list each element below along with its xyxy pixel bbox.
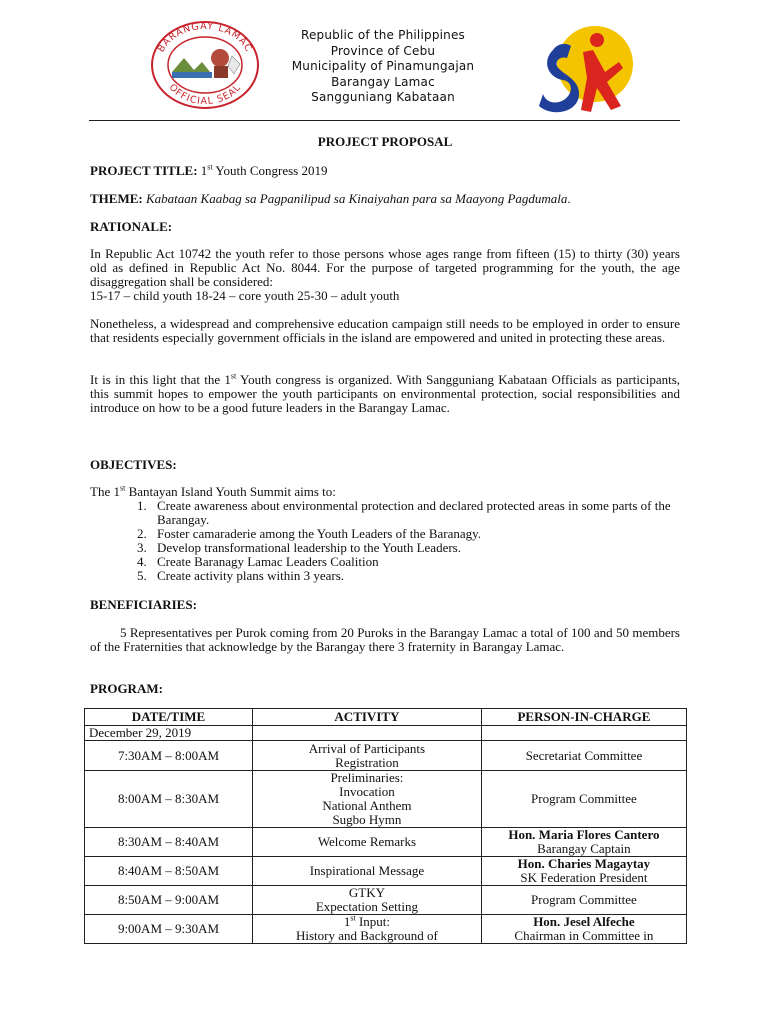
table-row: [85, 857, 687, 886]
list-item: [90, 499, 680, 527]
table-row: [85, 741, 687, 771]
activity-line: Sugbo Hymn: [332, 812, 402, 827]
rationale-paragraph-2: Nonetheless, a widespread and comprehensive education campaign still needs to be employed in order to ensure that residents especially government officials in the island are empowered and united in protecting these areas.: [90, 316, 680, 345]
table-row: [85, 915, 687, 944]
activity-cell: [253, 741, 482, 771]
objectives-intro-rest: Bantayan Island Youth Summit aims to:: [125, 484, 336, 499]
person-name: Hon. Charies Magaytay: [517, 856, 651, 871]
header-line: Municipality of Pinamungajan: [291, 59, 475, 73]
person-role: Chairman in Committee in: [514, 928, 654, 943]
beneficiaries-paragraph: 5 Representatives per Purok coming from 20 Puroks in the Barangay Lamac a total of 100 and 50 members of the Fraternities that acknowledge by the Barangay there 3 fraternity in Barangay Lamac.: [90, 625, 680, 654]
table-row: [85, 828, 687, 857]
seal-text-bottom: OFFICIAL SEAL: [166, 82, 244, 108]
project-title-sup: st: [207, 162, 213, 172]
activity-line: History and Background of: [295, 928, 438, 943]
person-name: Hon. Maria Flores Cantero: [508, 827, 660, 842]
sk-logo-icon: [535, 22, 635, 122]
header-line: Barangay Lamac: [331, 74, 435, 89]
person-cell: Secretariat Committee: [481, 741, 686, 771]
activity-rest: Input:: [355, 914, 390, 929]
table-header-row: [85, 709, 687, 726]
person-cell: [481, 857, 686, 886]
rationale-text: In Republic Act 10742 the youth refer to those persons whose ages range from fifteen (15) to thirty (30) years old as defined in Republic Act No. 8044. For the purpose of targeted programming for the youth, the age disaggregation shall be considered:: [90, 246, 680, 289]
person-name: Hon. Jesel Alfeche: [533, 914, 635, 929]
person-cell: [481, 915, 686, 944]
header-line: Republic of the Philippines: [300, 28, 466, 42]
list-item-number: 3.: [137, 540, 147, 555]
activity-cell: [253, 771, 482, 828]
time-cell: 7:30AM – 8:00AM: [85, 741, 253, 771]
column-header-activity: ACTIVITY: [253, 709, 482, 726]
person-cell: Program Committee: [481, 771, 686, 828]
activity-line: Preliminaries:: [330, 770, 404, 785]
objectives-list: [90, 499, 680, 583]
table-row-date: [85, 726, 687, 741]
activity-prefix: 1: [343, 914, 351, 929]
activity-line: Expectation Setting: [315, 899, 419, 914]
document-title: PROJECT PROPOSAL: [317, 134, 453, 149]
project-title-label: PROJECT TITLE:: [90, 163, 198, 178]
time-cell: 8:50AM – 9:00AM: [85, 886, 253, 915]
program-table: [84, 708, 687, 944]
seal-text-top: BARANGAY LAMAC: [155, 20, 255, 55]
activity-cell: [253, 886, 482, 915]
objectives-intro-sup: st: [119, 483, 126, 493]
program-date: December 29, 2019: [85, 726, 253, 741]
project-title-prefix: 1: [200, 163, 208, 178]
rationale-p3-rest: Youth congress is organized. With Sangguniang Kabataan Officials as participants, this summit hopes to empower the youth participants on environmental protection, social responsibilities and introduce on how to be a good future leaders in the Barangay Lamac.: [90, 372, 681, 415]
age-groups-line: 15-17 – child youth 18-24 – core youth 25-30 – adult youth: [90, 288, 400, 303]
activity-cell: [253, 915, 482, 944]
objectives-intro-start: The 1: [90, 484, 120, 499]
rationale-heading: RATIONALE:: [90, 219, 173, 234]
header-line: Sangguniang Kabataan: [311, 90, 455, 104]
activity-line: Registration: [335, 754, 399, 770]
list-item-number: 4.: [137, 554, 147, 569]
activity-line: National Anthem: [322, 798, 412, 813]
barangay-seal-icon: [150, 20, 260, 110]
time-cell: 8:30AM – 8:40AM: [85, 828, 253, 857]
time-cell: 8:40AM – 8:50AM: [85, 857, 253, 886]
activity-line: Arrival of Participants: [308, 740, 426, 756]
activity-sup: st: [350, 913, 356, 923]
list-item-number: 2.: [137, 526, 147, 541]
person-role: Barangay Captain: [537, 841, 631, 856]
column-header-date-time: DATE/TIME: [85, 709, 253, 726]
person-cell: Program Committee: [481, 886, 686, 915]
table-row: [85, 771, 687, 828]
list-item-text: Create Baranagy Lamac Leaders Coalition: [157, 554, 379, 569]
list-item: [90, 555, 680, 569]
rationale-p3-start: It is in this light that the 1: [90, 372, 231, 387]
list-item-text: Foster camaraderie among the Youth Leaders of the Baranagy.: [157, 526, 482, 541]
person-role: SK Federation President: [520, 870, 648, 885]
project-title-value: Youth Congress 2019: [212, 163, 328, 178]
theme-line: [90, 192, 680, 206]
rationale-p3-sup: st: [230, 371, 237, 381]
objectives-intro: [90, 485, 680, 499]
list-item: [90, 569, 680, 583]
header-block: [255, 28, 511, 106]
beneficiaries-heading: BENEFICIARIES:: [90, 597, 197, 612]
rationale-paragraph-3: [90, 373, 680, 415]
rationale-paragraph-1: [90, 247, 680, 303]
header-divider: [89, 120, 680, 121]
theme-value: Kabataan Kaabag sa Pagpanilipud sa Kinaiyahan para sa Maayong Pagdumala: [145, 191, 568, 206]
list-item-text: Create awareness about environmental protection and declared protected areas in some parts of the Barangay.: [157, 498, 671, 527]
theme-label: THEME:: [90, 191, 143, 206]
project-title-line: [90, 164, 680, 178]
activity-line: Invocation: [339, 784, 395, 799]
time-cell: 9:00AM – 9:30AM: [85, 915, 253, 944]
activity-line: [257, 915, 477, 929]
activity-cell: Inspirational Message: [253, 857, 482, 886]
column-header-person-in-charge: PERSON-IN-CHARGE: [481, 709, 686, 726]
list-item-number: 5.: [137, 568, 147, 583]
person-cell: [481, 828, 686, 857]
activity-cell: Welcome Remarks: [253, 828, 482, 857]
list-item-text: Create activity plans within 3 years.: [157, 568, 345, 583]
activity-line: GTKY: [348, 885, 385, 900]
list-item: [90, 527, 680, 541]
table-row: [85, 886, 687, 915]
program-heading: PROGRAM:: [90, 681, 163, 696]
theme-end: .: [567, 191, 571, 206]
list-item-number: 1.: [137, 498, 147, 513]
time-cell: 8:00AM – 8:30AM: [85, 771, 253, 828]
list-item: [90, 541, 680, 555]
list-item-text: Develop transformational leadership to the Youth Leaders.: [157, 540, 461, 555]
header-line: Province of Cebu: [330, 43, 436, 58]
objectives-heading: OBJECTIVES:: [90, 457, 177, 472]
